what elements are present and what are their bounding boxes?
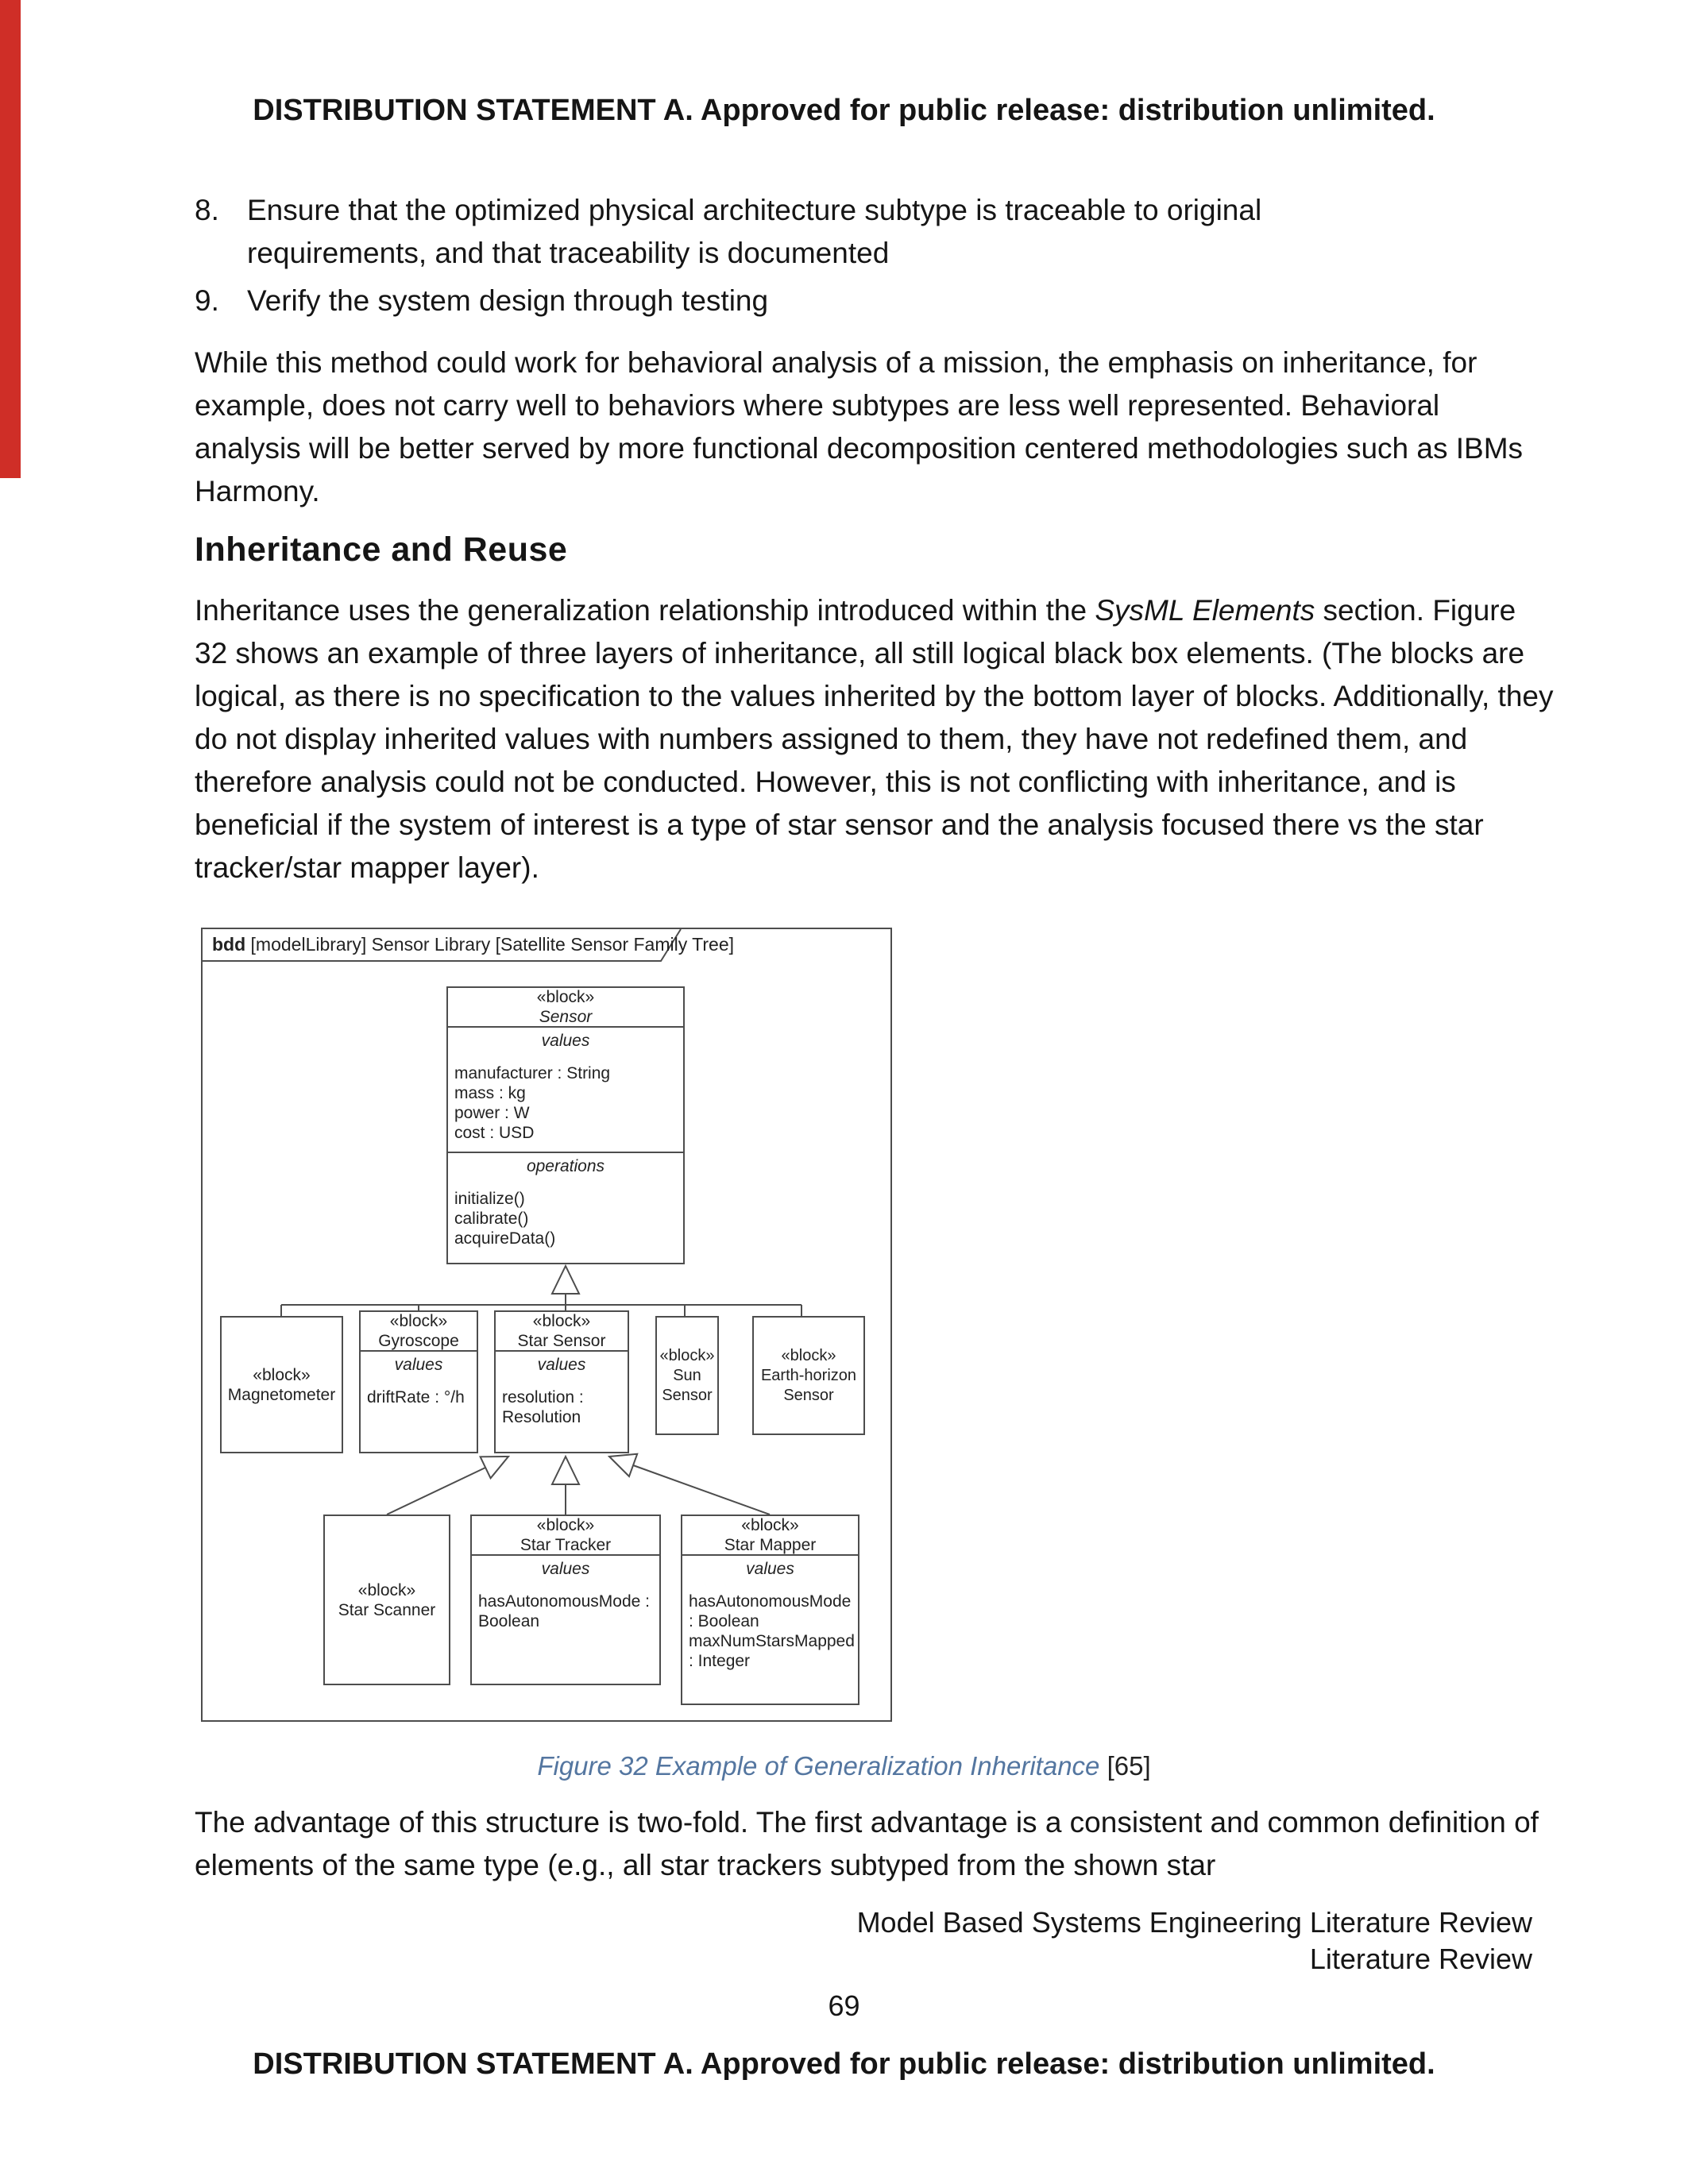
list-item-number: 9.	[195, 284, 219, 317]
block-stereotype: «block»	[536, 988, 595, 1006]
page-number: 69	[828, 1989, 860, 2022]
block-name: Earth-horizon Sensor	[760, 1366, 857, 1404]
attribute-line: hasAutonomousMode : Boolean	[689, 1592, 852, 1630]
generalization-arrowhead	[609, 1454, 637, 1476]
block-earth-horizon-sensor	[752, 1316, 865, 1435]
block-name: Star Sensor	[517, 1332, 606, 1350]
block-star-mapper	[681, 1515, 859, 1705]
paragraph-text: section. Figure 32 shows an example of three layers of inheritance, all still logical black box elements. (The blocks are logical, as there is no specification to the values inherited by the bottom layer of blocks. Additionally, they do not display inherited values with numbers assigned to them, they have not redefined them, and therefore analysis could not be conducted. However, this is not conflicting with inheritance, and is beneficial if the system of interest is a type of star sensor and the analysis focused there vs the star tracker/star mapper layer).	[195, 594, 1554, 884]
figure-32-bdd-diagram	[201, 928, 892, 1722]
operation-line: acquireData()	[454, 1229, 556, 1248]
block-magnetometer	[220, 1316, 343, 1453]
values-compartment-label: values	[394, 1356, 443, 1374]
figure-caption-text: Figure 32 Example of Generalization Inheritance	[537, 1751, 1100, 1781]
generalization-arrowhead	[552, 1266, 579, 1294]
block-sensor	[446, 986, 685, 1264]
sysml-elements-emphasis: SysML Elements	[1095, 594, 1315, 627]
block-name: Star Mapper	[724, 1536, 817, 1554]
operation-line: initialize()	[454, 1190, 525, 1208]
block-name: Star Scanner	[338, 1600, 436, 1619]
attribute-line: maxNumStarsMapped : Integer	[689, 1632, 855, 1670]
attribute-line: resolution : Resolution	[502, 1388, 584, 1426]
block-star-sensor	[494, 1310, 629, 1453]
block-name: Sensor	[539, 1008, 593, 1026]
operation-line: calibrate()	[454, 1210, 529, 1228]
block-stereotype: «block»	[536, 1516, 595, 1534]
values-compartment-label: values	[537, 1356, 586, 1374]
paragraph-inheritance	[195, 589, 1555, 889]
paragraph-behavioral-analysis: While this method could work for behavioral analysis of a mission, the emphasis on inheritance, for example, does not carry well to behaviors where subtypes are less well represented. Behavioral analysis will be better served by more functional decomposition centered methodologies such as IBMs Harmony.	[195, 346, 1524, 507]
paragraph-advantage: The advantage of this structure is two-fold. The first advantage is a consistent and common definition of elements of the same type (e.g., all star trackers subtyped from the shown star	[195, 1806, 1539, 1881]
attribute-line: power : W	[454, 1104, 530, 1122]
section-heading-inheritance-and-reuse: Inheritance and Reuse	[195, 531, 568, 569]
diagram-frame-label	[212, 935, 734, 955]
block-stereotype: «block»	[357, 1580, 416, 1599]
block-stereotype: «block»	[741, 1516, 799, 1534]
document-footer	[857, 1904, 1532, 1978]
block-stereotype: «block»	[532, 1312, 591, 1330]
paragraph-text: Inheritance uses the generalization relationship introduced within the	[195, 594, 1095, 627]
distribution-statement-top: DISTRIBUTION STATEMENT A. Approved for public release: distribution unlimited.	[253, 94, 1435, 127]
block-stereotype: «block»	[781, 1346, 836, 1364]
block-sun-sensor	[655, 1316, 719, 1435]
block-name: Gyroscope	[378, 1332, 459, 1350]
attribute-line: mass : kg	[454, 1084, 526, 1102]
list-item-text: Ensure that the optimized physical architecture subtype is traceable to original requirements, and that traceability is documented	[247, 194, 1262, 269]
block-stereotype: «block»	[659, 1346, 715, 1364]
list-item-number: 8.	[195, 194, 219, 226]
block-name: Sun Sensor	[662, 1366, 713, 1404]
values-compartment-label: values	[541, 1560, 590, 1578]
footer-title: Model Based Systems Engineering Literature Review	[856, 1906, 1532, 1939]
operations-compartment-label: operations	[526, 1157, 605, 1175]
figure-caption	[0, 1751, 1688, 1781]
block-star-scanner	[323, 1515, 450, 1685]
left-edge-red-bar	[0, 0, 21, 478]
footer-subtitle: Literature Review	[1309, 1943, 1532, 1975]
list-item-8	[195, 189, 1391, 275]
values-compartment-label: values	[541, 1032, 590, 1050]
generalization-arrowhead	[552, 1457, 579, 1484]
list-item-text: Verify the system design through testing	[247, 284, 769, 317]
attribute-line: hasAutonomousMode : Boolean	[478, 1592, 650, 1630]
frame-label-name: [modelLibrary] Sensor Library [Satellite Sensor Family Tree]	[245, 934, 735, 955]
block-name: Star Tracker	[520, 1536, 612, 1554]
block-gyroscope	[359, 1310, 478, 1453]
frame-label-kind: bdd	[212, 934, 246, 955]
distribution-statement-bottom: DISTRIBUTION STATEMENT A. Approved for public release: distribution unlimited.	[253, 2047, 1435, 2081]
attribute-line: cost : USD	[454, 1124, 535, 1142]
block-stereotype: «block»	[253, 1365, 311, 1384]
block-name: Magnetometer	[227, 1385, 336, 1404]
figure-caption-citation: [65]	[1099, 1751, 1151, 1781]
attribute-line: manufacturer : String	[454, 1064, 611, 1082]
list-item-9	[195, 280, 1391, 322]
attribute-line: driftRate : °/h	[367, 1388, 465, 1406]
values-compartment-label: values	[746, 1560, 794, 1578]
block-star-tracker	[470, 1515, 661, 1685]
block-stereotype: «block»	[389, 1312, 448, 1330]
